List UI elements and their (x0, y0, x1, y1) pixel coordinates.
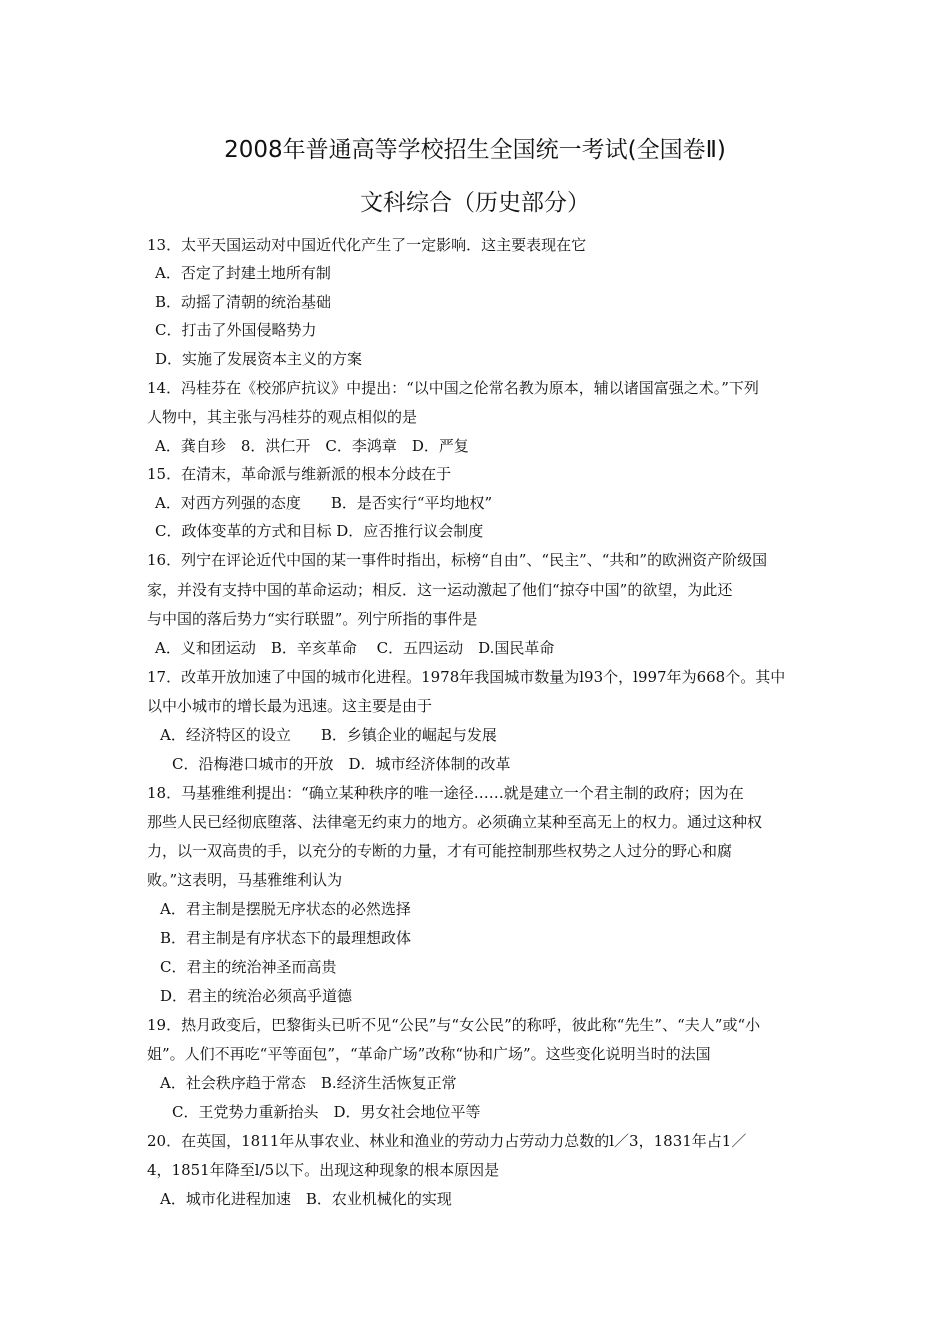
question-17-stem-cont: 以中小城市的增长最为迅速。这主要是由于 (147, 697, 433, 715)
question-20-stem: 20．在英国，1811年从事农业、林业和渔业的劳动力占劳动力总数的l／3，1831年占1／ (147, 1132, 747, 1150)
question-19-options-ab: A．社会秩序趋于常态 B.经济生活恢复正常 (160, 1074, 457, 1092)
question-18-stem-cont-2: 力，以一双高贵的手，以充分的专断的力量，才有可能控制那些权势之人过分的野心和腐 (147, 842, 733, 860)
question-13-option-d: D．实施了发展资本主义的方案 (155, 350, 363, 368)
question-14-options: A．龚自珍 8．洪仁开 C．李鸿章 D．严复 (155, 437, 469, 455)
question-14-stem: 14．冯桂芬在《校邠庐抗议》中提出：“以中国之伦常名教为原本，辅以诸国富强之术。”下列 (147, 379, 759, 397)
question-19-options-cd: C．王党势力重新抬头 D．男女社会地位平等 (172, 1103, 481, 1121)
question-18-option-d: D．君主的统治必须高乎道德 (160, 987, 353, 1005)
question-15-options-cd: C．政体变革的方式和目标 D．应否推行议会制度 (155, 522, 484, 540)
question-16-stem-cont-2: 与中国的落后势力“实行联盟”。列宁所指的事件是 (147, 610, 478, 628)
question-16-options: A．义和团运动 B．辛亥革命 C．五四运动 D.国民革命 (155, 639, 555, 657)
question-17-stem: 17．改革开放加速了中国的城市化进程。1978年我国城市数量为l93个，l997年为668个。其中 (147, 668, 786, 686)
question-17-options-cd: C．沿梅港口城市的开放 D．城市经济体制的改革 (172, 755, 511, 773)
question-20-options-ab: A．城市化进程加速 B．农业机械化的实现 (160, 1190, 452, 1208)
question-15-stem: 15．在清末，革命派与维新派的根本分歧在于 (147, 465, 452, 483)
question-16-stem-cont-1: 家，并没有支持中国的革命运动；相反．这一运动激起了他们“掠夺中国”的欲望，为此还 (147, 581, 733, 599)
question-13-option-b: B．动摇了清朝的统治基础 (155, 293, 332, 311)
question-18-option-a: A．君主制是摆脱无序状态的必然选择 (160, 900, 411, 918)
question-14-stem-cont: 人物中，其主张与冯桂芬的观点相似的是 (147, 408, 418, 426)
question-18-option-c: C．君主的统治神圣而高贵 (160, 958, 337, 976)
question-19-stem: 19．热月政变后，巴黎街头已听不见“公民”与“女公民”的称呼，彼此称“先生”、“夫人”或“小 (147, 1016, 761, 1034)
question-13-option-c: C．打击了外国侵略势力 (155, 321, 317, 339)
question-18-stem: 18．马基雅维利提出：“确立某种秩序的唯一途径……就是建立一个君主制的政府；因为在 (147, 784, 744, 802)
question-19-stem-cont: 姐”。人们不再吃“平等面包”，“革命广场”改称“协和广场”。这些变化说明当时的法国 (147, 1045, 711, 1063)
question-18-stem-cont-3: 败。”这表明，马基雅维利认为 (147, 871, 343, 889)
question-13-stem: 13．太平天国运动对中国近代化产生了一定影响．这主要表现在它 (147, 236, 587, 254)
question-13-option-a: A．否定了封建土地所有制 (155, 264, 331, 282)
question-16-stem: 16．列宁在评论近代中国的某一事件时指出，标榜“自由”、“民主”、“共和”的欧洲资产阶级国 (147, 551, 768, 569)
exam-subtitle: 文科综合（历史部分） (360, 190, 590, 216)
exam-title: 2008年普通高等学校招生全国统一考试(全国卷Ⅱ) (224, 137, 726, 163)
question-17-options-ab: A．经济特区的设立 B．乡镇企业的崛起与发展 (160, 726, 497, 744)
question-18-option-b: B．君主制是有序状态下的最理想政体 (160, 929, 412, 947)
question-18-stem-cont-1: 那些人民已经彻底堕落、法律毫无约束力的地方。必须确立某种至高无上的权力。通过这种权 (147, 813, 763, 831)
question-15-options-ab: A．对西方列强的态度 B．是否实行“平均地权” (155, 494, 493, 512)
question-20-stem-cont: 4，1851年降至l/5以下。出现这种现象的根本原因是 (147, 1161, 500, 1179)
